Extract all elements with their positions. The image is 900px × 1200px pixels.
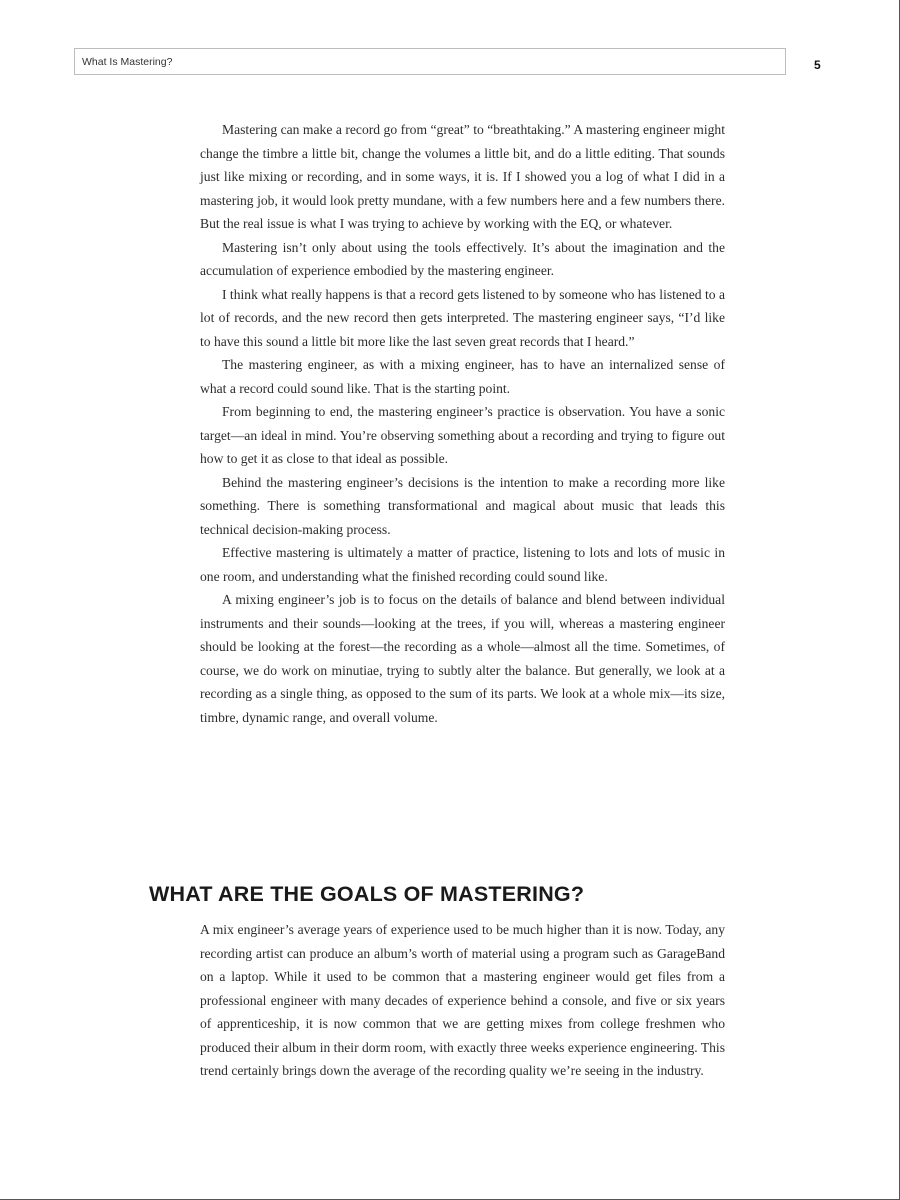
paragraph: I think what really happens is that a record gets listened to by someone who has listened to a lot of records, and the new record then gets interpreted. The mastering engineer says, “I’d like to have this sound a little bit more like the last seven great records that I heard.” <box>200 286 725 349</box>
paragraph: A mixing engineer’s job is to focus on the details of balance and blend between individual instruments and their sounds—looking at the trees, if you will, whereas a mastering engineer should be looking at the forest—the recording as a whole—almost all the time. Sometimes, of course, we do work on minutiae, trying to subtly alter the balance. But generally, we look at a recording as a single thing, as opposed to the sum of its parts. We look at a whole mix—its size, timbre, dynamic range, and overall volume. <box>200 592 725 725</box>
paragraph: Effective mastering is ultimately a matter of practice, listening to lots and lots of music in one room, and understanding what the finished recording could sound like. <box>200 545 725 584</box>
paragraph: From beginning to end, the mastering engineer’s practice is observation. You have a sonic target—an ideal in mind. You’re observing something about a recording and trying to figure out how to get it as close to that ideal as possible. <box>200 404 725 466</box>
section-heading: WHAT ARE THE GOALS OF MASTERING? <box>149 882 585 906</box>
paragraph: Mastering can make a record go from “great” to “breathtaking.” A mastering engineer might change the timbre a little bit, change the volumes a little bit, and do a little editing. That sounds just like mixing or recording, and in some ways, it is. If I showed you a log of what I did in a mastering job, it would look pretty mundane, with a few numbers here and a few numbers there. But the real issue is what I was trying to achieve by working with the EQ, or whatever. <box>200 122 725 231</box>
paragraph: A mix engineer’s average years of experience used to be much higher than it is now. Today, any recording artist can produce an album’s worth of material using a program such as GarageBand on a laptop. While it used to be common that a mastering engineer would get files from a professional engineer with many decades of experience behind a console, and five or six years of apprenticeship, it is now common that we are getting mixes from college freshmen who produced their album in their dorm room, with exactly three weeks experience engineering. This trend certainly brings down the average of the recording quality we’re seeing in the industry. <box>200 922 725 1078</box>
body-text <box>200 118 725 729</box>
page-number: 5 <box>814 58 821 72</box>
paragraph: The mastering engineer, as with a mixing engineer, has to have an internalized sense of what a record could sound like. That is the starting point. <box>200 357 725 396</box>
paragraph: Behind the mastering engineer’s decisions is the intention to make a recording more like something. There is something transformational and magical about music that leads this technical decision-making process. <box>200 474 725 537</box>
paragraph: Mastering isn’t only about using the tools effectively. It’s about the imagination and the accumulation of experience embodied by the mastering engineer. <box>200 239 725 278</box>
running-header <box>74 48 786 75</box>
running-title: What Is Mastering? <box>82 56 173 68</box>
section-text <box>200 918 725 1083</box>
